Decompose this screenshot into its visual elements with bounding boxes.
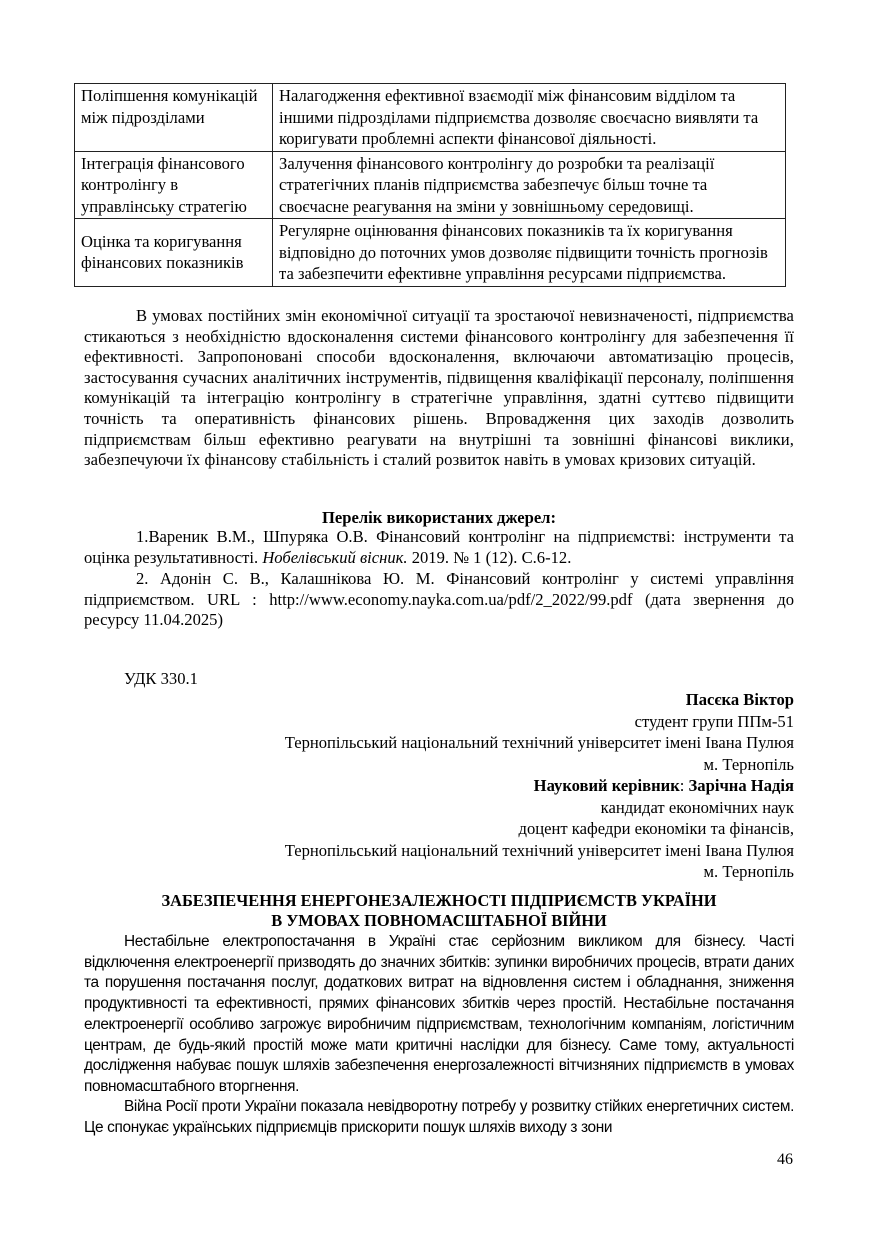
measures-table (74, 83, 786, 287)
supervisor-position: доцент кафедри економіки та фінансів, (518, 819, 794, 838)
table-cell-measure: Оцінка та коригування фінансових показників (75, 219, 273, 287)
supervisor-university: Тернопільський національний технічний університет імені Івана Пулюя (284, 840, 794, 860)
table-cell-description: Налагодження ефективної взаємодії між фінансовим відділом та іншими підрозділами підприємства дозволяє своєчасно виявляти та коригувати проблемні аспекти фінансової діяльності. (273, 84, 786, 152)
article-title (84, 891, 794, 931)
article-title-line: ЗАБЕЗПЕЧЕННЯ ЕНЕРГОНЕЗАЛЕЖНОСТІ ПІДПРИЄМСТВ УКРАЇНИ (161, 891, 717, 910)
supervisor-name: Зарічна Надія (688, 776, 794, 795)
table-row (75, 84, 786, 152)
table-cell-description: Залучення фінансового контролінгу до розробки та реалізації стратегічних планів підприємства забезпечує більш точне та своєчасне реагування на зміни у зовнішньому середовищі. (273, 151, 786, 219)
journal-title: Нобелівський вісник. (262, 547, 408, 567)
article-title-line: В УМОВАХ ПОВНОМАСШТАБНОЇ ВІЙНИ (271, 911, 607, 930)
author-city: м. Тернопіль (703, 754, 794, 774)
conclusion-paragraph: В умовах постійних змін економічної ситуації та зростаючої невизначеності, підприємства стикаються з необхідністю вдосконалення системи фінансового контролінгу для забезпечення її ефективності. Запропоновані способи вдосконалення, включаючи автоматизацію процесів, застосування сучасних аналітичних інструментів, підвищення кваліфікації персоналу, поліпшення комунікацій та інтеграцію контролінгу в стратегічне управління, здатні суттєво підвищити точність та оперативність фінансових рішень. Впровадження цих заходів дозволить підприємствам більш ефективно реагувати на внутрішні та зовнішні фінансові виклики, забезпечуючи їх фінансову стабільність і сталий розвиток навіть в умовах кризових ситуацій. (84, 306, 794, 470)
supervisor-degree: кандидат економічних наук (600, 797, 794, 817)
table-row (75, 151, 786, 219)
page-number: 46 (777, 1151, 793, 1168)
article-paragraph: Нестабільне електропостачання в Україні стає серйозним викликом для бізнесу. Часті відключення електроенергії призводять до значних збитків: зупинки виробничих процесів, втрати даних та порушення постачання послуг, додаткових витрат на відновлення систем і обладнання, зниження продуктивності та ефективності, прямих фінансових збитків через простій. Нестабільне постачання електроенергії особливо загрожує виробничим підприємствам, технологічним компаніям, логістичним центрам, де будь-який простій може мати критичні наслідки для бізнесу. Саме тому, актуальності дослідження набуває пошук шляхів забезпечення енергозалежності вітчизняних підприємств в умовах повномасштабного вторгнення. (84, 933, 794, 1095)
supervisor-separator: : (679, 776, 689, 795)
supervisor-city: м. Тернопіль (703, 862, 794, 881)
references-heading: Перелік використаних джерел: (321, 508, 557, 527)
reference-text: 2019. № 1 (12). С.6-12. (407, 547, 572, 567)
author-block (285, 689, 794, 883)
reference-item (84, 527, 794, 568)
table-cell-description: Регулярне оцінювання фінансових показників та їх коригування відповідно до поточних умов дозволяє підвищити точність прогнозів та забезпечити ефективне управління ресурсами підприємства. (273, 219, 786, 287)
supervisor-label: Науковий керівник (533, 776, 680, 795)
table-row (75, 219, 786, 287)
reference-item: 2. Адонін С. В., Калашнікова Ю. М. Фінансовий контролінг у системі управління підприємством. URL : http://www.economy.nayka.com.ua/pdf/2_2022/99.pdf (дата звернення до ресурсу 11.04.2025) (84, 569, 794, 630)
article-paragraph: Війна Росії проти України показала невідворотну потребу у розвитку стійких енергетичних систем. Це спонукає українських підприємців прискорити пошук шляхів виходу з зони (84, 1098, 794, 1136)
author-name: Пасєка Віктор (685, 690, 794, 709)
author-university: Тернопільський національний технічний університет імені Івана Пулюя (284, 733, 794, 752)
author-group: студент групи ППм-51 (634, 711, 794, 731)
supervisor-line (285, 775, 794, 797)
table-cell-measure: Інтеграція фінансового контролінгу в управлінську стратегію (75, 151, 273, 219)
reference-text: 1.Вареник В.М., Шпуряка О.В. Фінансовий контролінг на підприємстві: інструменти та оцінка результативності. (84, 527, 794, 567)
udc-code: УДК 330.1 (124, 669, 198, 688)
table-cell-measure: Поліпшення комунікацій між підрозділами (75, 84, 273, 152)
